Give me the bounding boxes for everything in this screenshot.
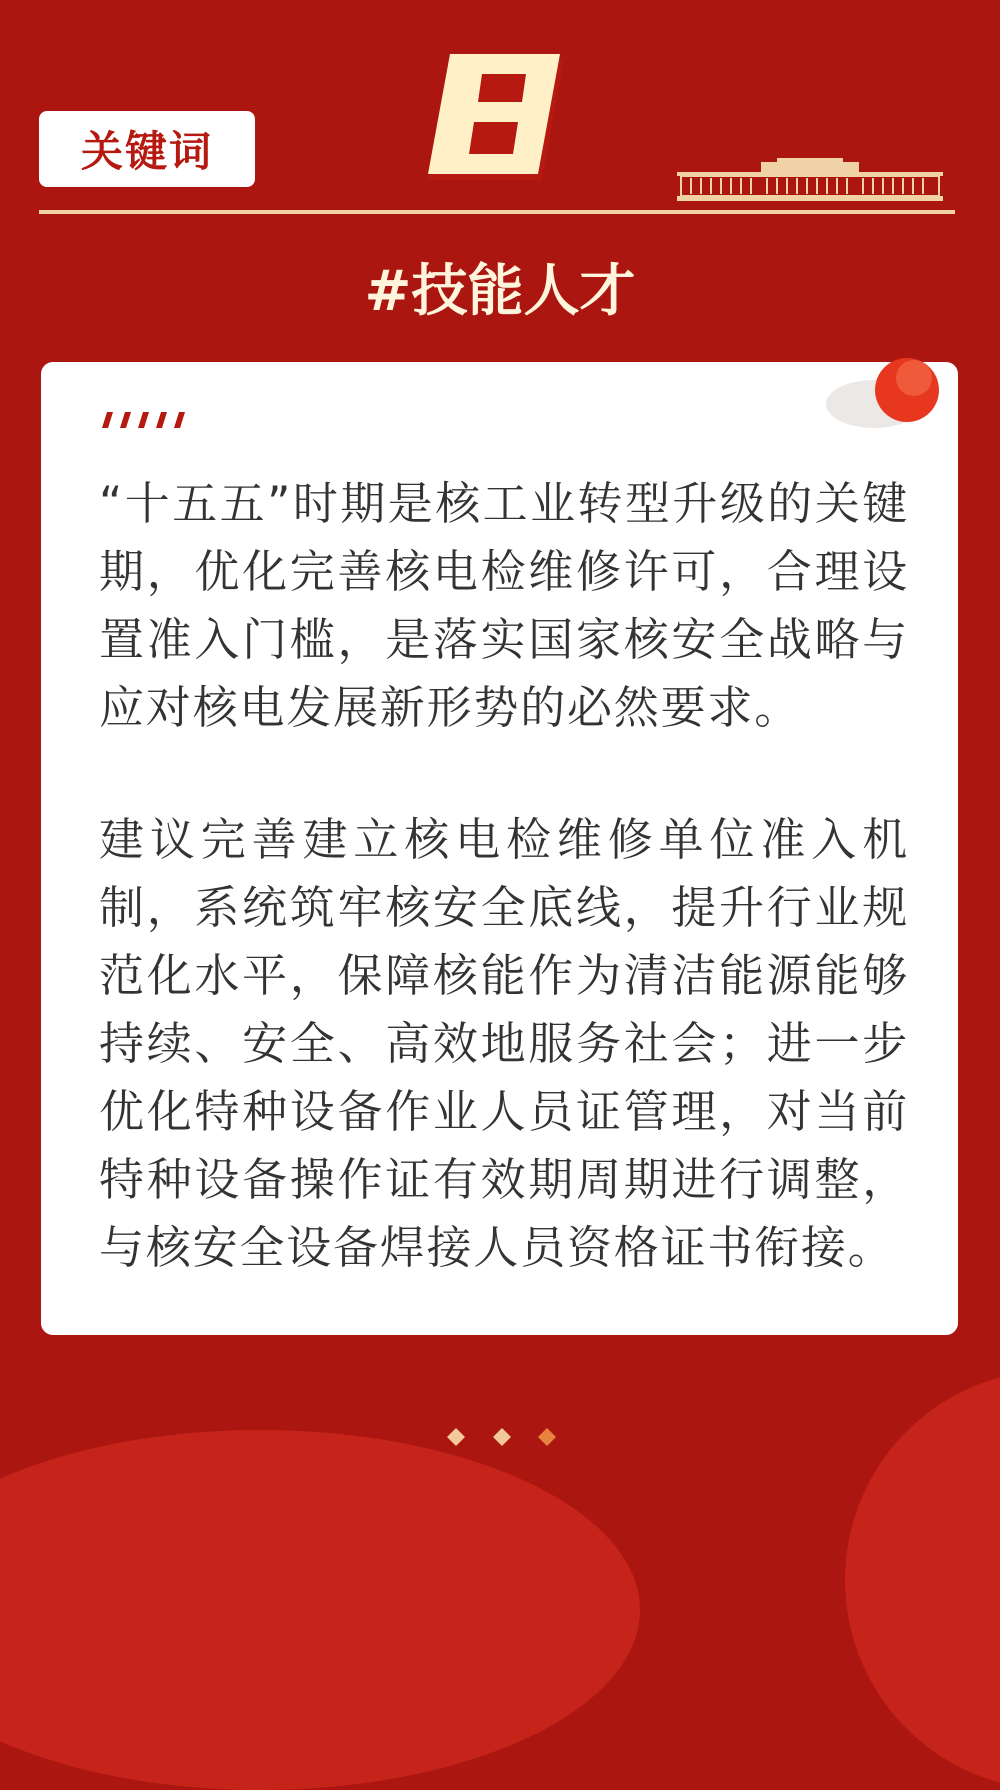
topic-title: #技能人才 (364, 259, 636, 324)
number-eight-graphic (428, 54, 564, 182)
dot-icon (447, 1428, 465, 1446)
content-card (41, 362, 958, 1335)
background-curve-left (0, 1430, 640, 1790)
keyword-badge (39, 111, 255, 187)
keyword-number (428, 54, 564, 182)
building-icon (677, 158, 943, 202)
dot-icon (493, 1428, 511, 1446)
pushpin-icon (824, 352, 944, 442)
card-paragraph: 建议完善建立核电检维修单位准入机制，系统筑牢核安全底线，提升行业规范化水平，保障核能作为清洁能源能够持续、安全、高效地服务社会；进一步优化特种设备作业人员证管理，对当前特种设备操作证有效期周期进行调整，与核安全设备焊接人员资格证书衔接。 (99, 813, 909, 1274)
background-curve-right (845, 1370, 1000, 1790)
dot-icon (538, 1428, 556, 1446)
pagination-dots (446, 1426, 558, 1448)
header-divider (39, 210, 955, 214)
quote-marks-icon (99, 410, 199, 430)
card-paragraph: “十五五”时期是核工业转型升级的关键期，优化完善核电检维修许可，合理设置准入门槛，是落实国家核安全战略与应对核电发展新形势的必然要求。 (99, 477, 909, 734)
keyword-label: 关键词 (80, 127, 213, 176)
